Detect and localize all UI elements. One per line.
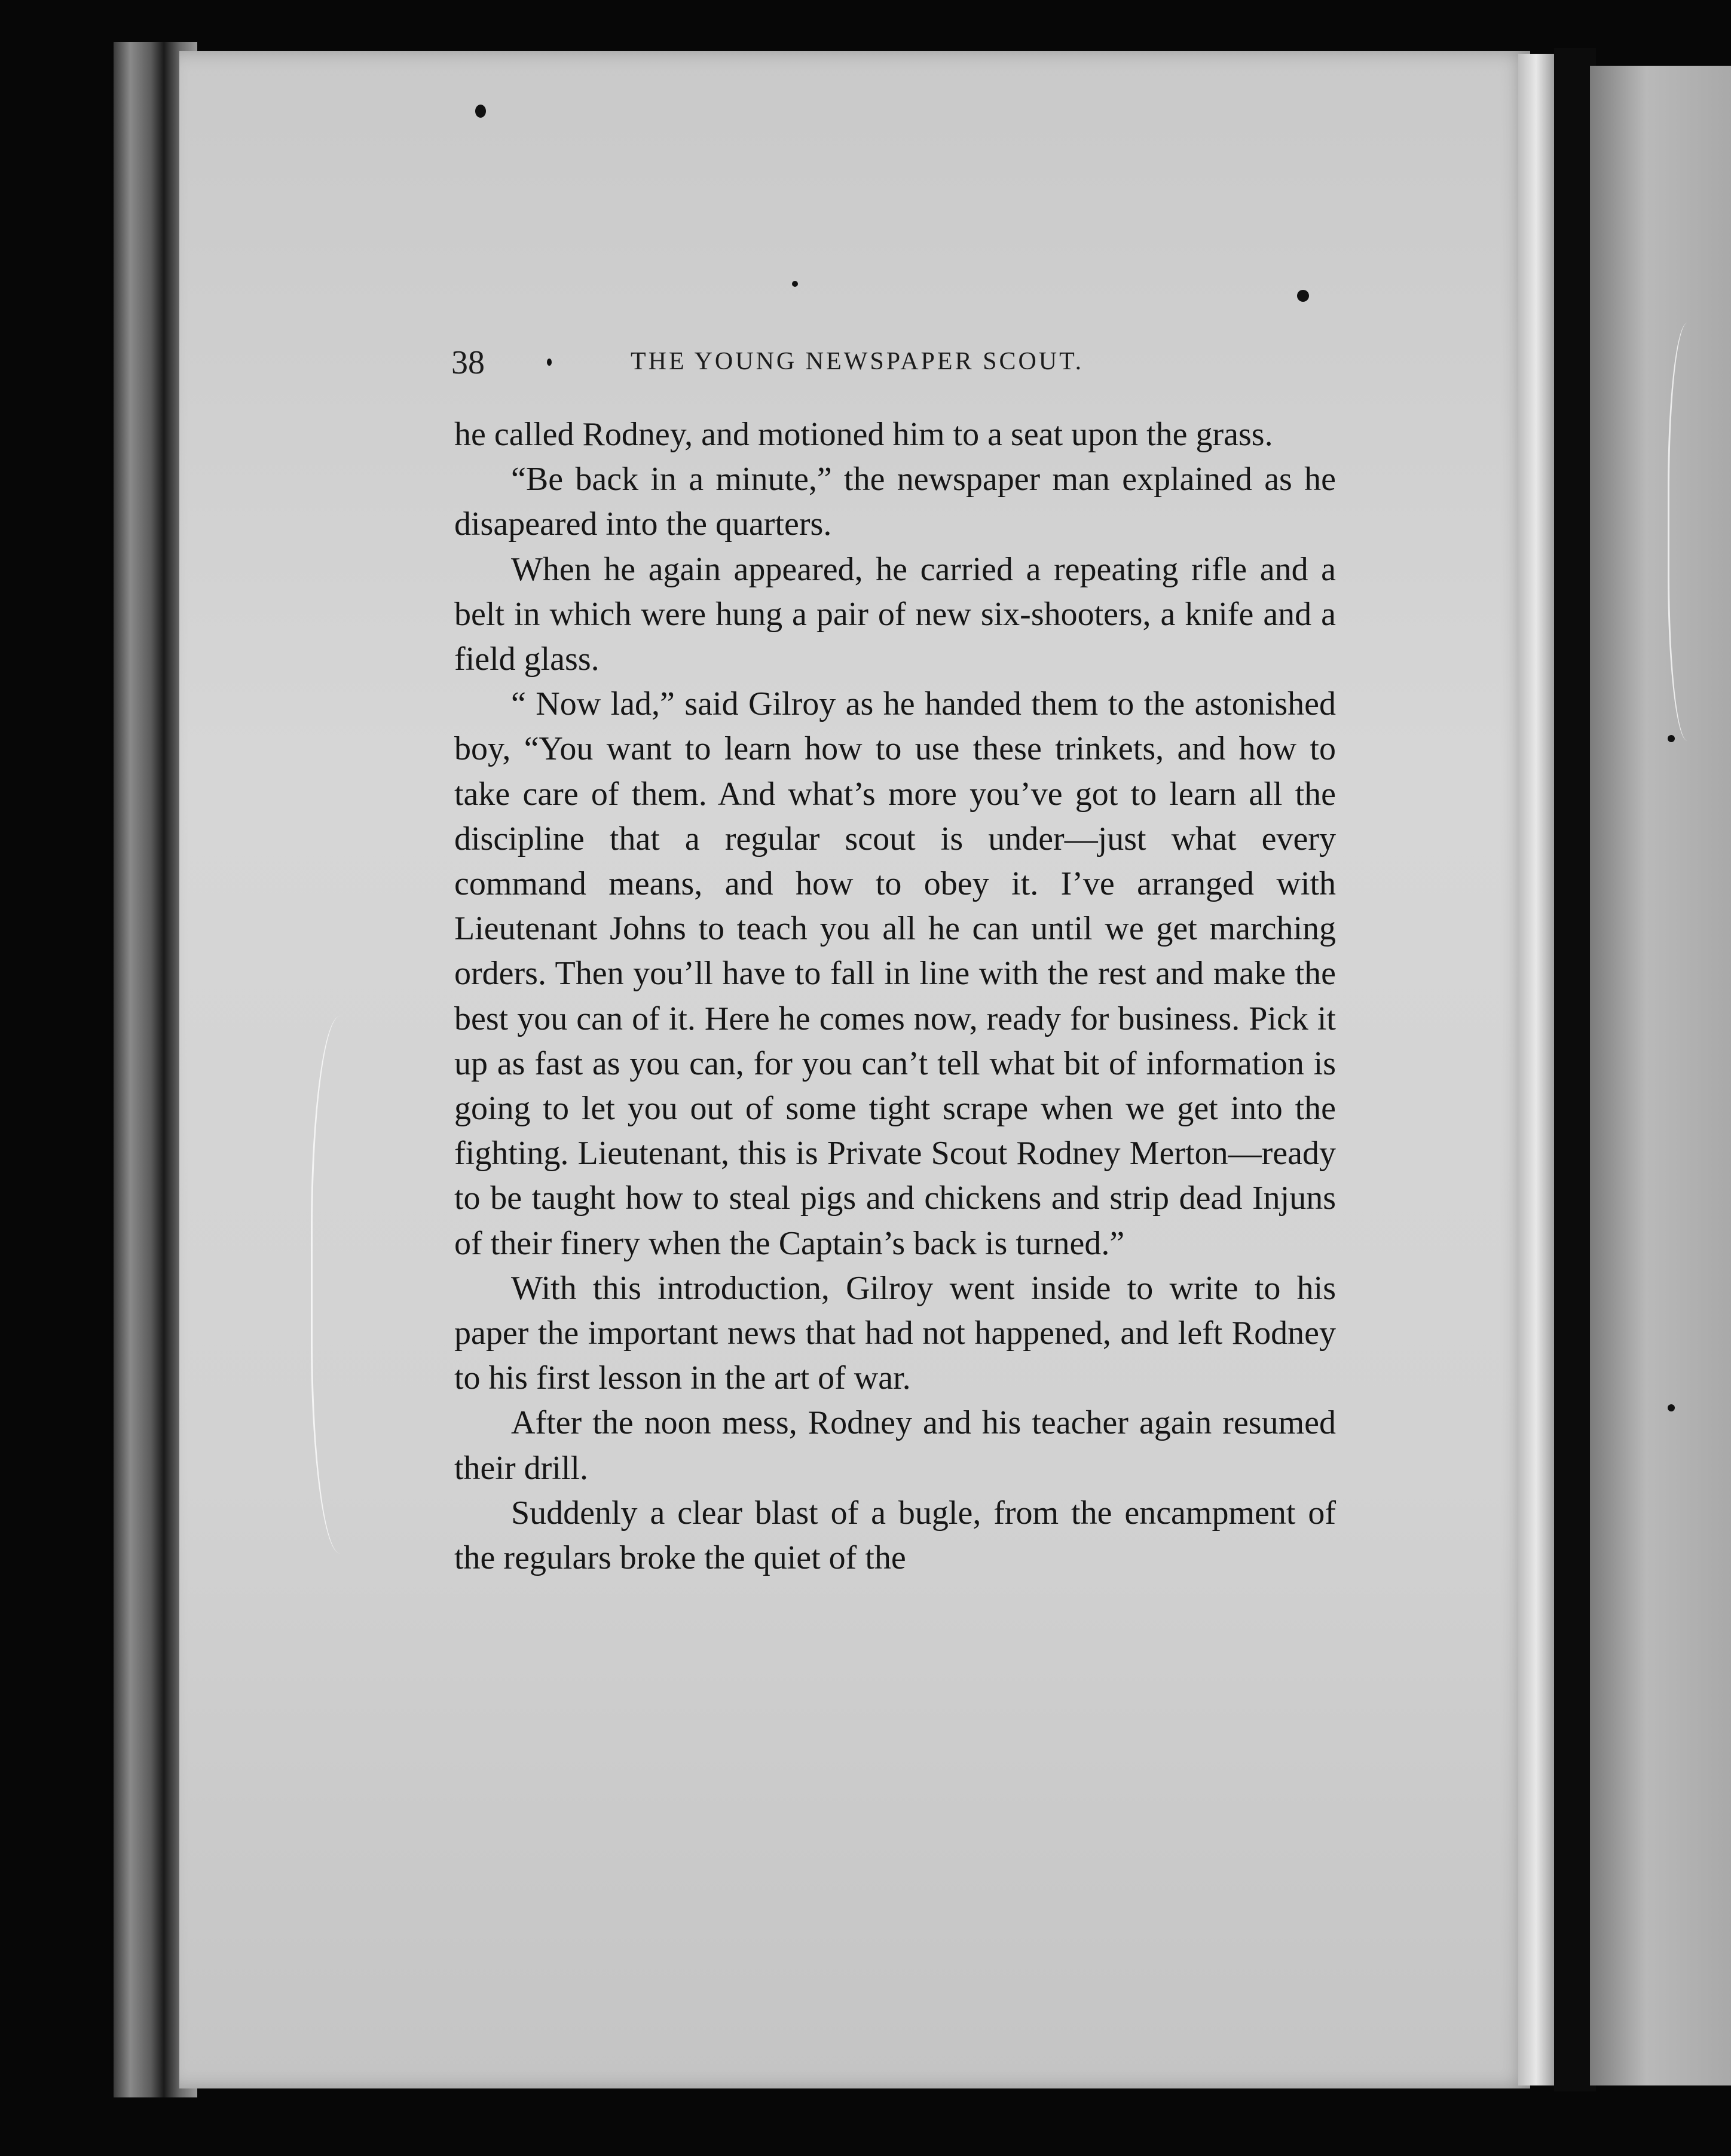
page-fore-edge xyxy=(1518,54,1554,2085)
dust-speck xyxy=(1668,735,1675,742)
paragraph: “ Now lad,” said Gilroy as he handed them to the astonished boy, “You want to learn how to use these trinkets, and how to take care of them. And what’s more you’ve got to learn all the discipline that a regular scout is under—just what every command means, and how to obey it. I’ve arranged with Lieutenant Johns to teach you all he can until we get marching orders. Then you’ll have to fall in line with the rest and make the best you can of it. Here he comes now, ready for business. Pick it up as fast as you can, for you can’t tell what bit of information is going to let you out of some tight scrape when we get into the fighting. Lieutenant, this is Private Scout Rodney Merton—ready to be taught how to steal pigs and chickens and strip dead Injuns of their finery when the Captain’s back is turned.” xyxy=(454,685,1336,1262)
dust-speck xyxy=(1297,290,1309,302)
film-scratch xyxy=(1668,323,1717,741)
paragraph: “Be back in a minute,” the newspaper man explained as he disapeared into the quarters. xyxy=(454,461,1336,543)
dust-speck xyxy=(792,281,798,287)
dust-speck xyxy=(547,359,552,366)
paragraph: he called Rodney, and motioned him to a seat upon the grass. xyxy=(454,416,1273,453)
running-header xyxy=(451,344,1348,385)
running-title: THE YOUNG NEWSPAPER SCOUT. xyxy=(631,348,1084,375)
page-number: 38 xyxy=(451,344,485,381)
dust-speck xyxy=(1668,1404,1675,1411)
film-scratch xyxy=(311,1016,384,1554)
paragraph: When he again appeared, he carried a repeating rifle and a belt in which were hung a pair of new six-shooters, a knife and a field glass. xyxy=(454,550,1336,678)
dust-speck xyxy=(475,105,486,118)
paragraph: After the noon mess, Rodney and his teacher again resumed their drill. xyxy=(454,1404,1336,1487)
paragraph: Suddenly a clear blast of a bugle, from the encampment of the regulars broke the quiet of the xyxy=(454,1494,1336,1577)
body-text xyxy=(454,412,1336,1581)
paragraph: With this introduction, Gilroy went inside to write to his paper the important news that had not happened, and left Rodney to his first lesson in the art of war. xyxy=(454,1269,1336,1397)
